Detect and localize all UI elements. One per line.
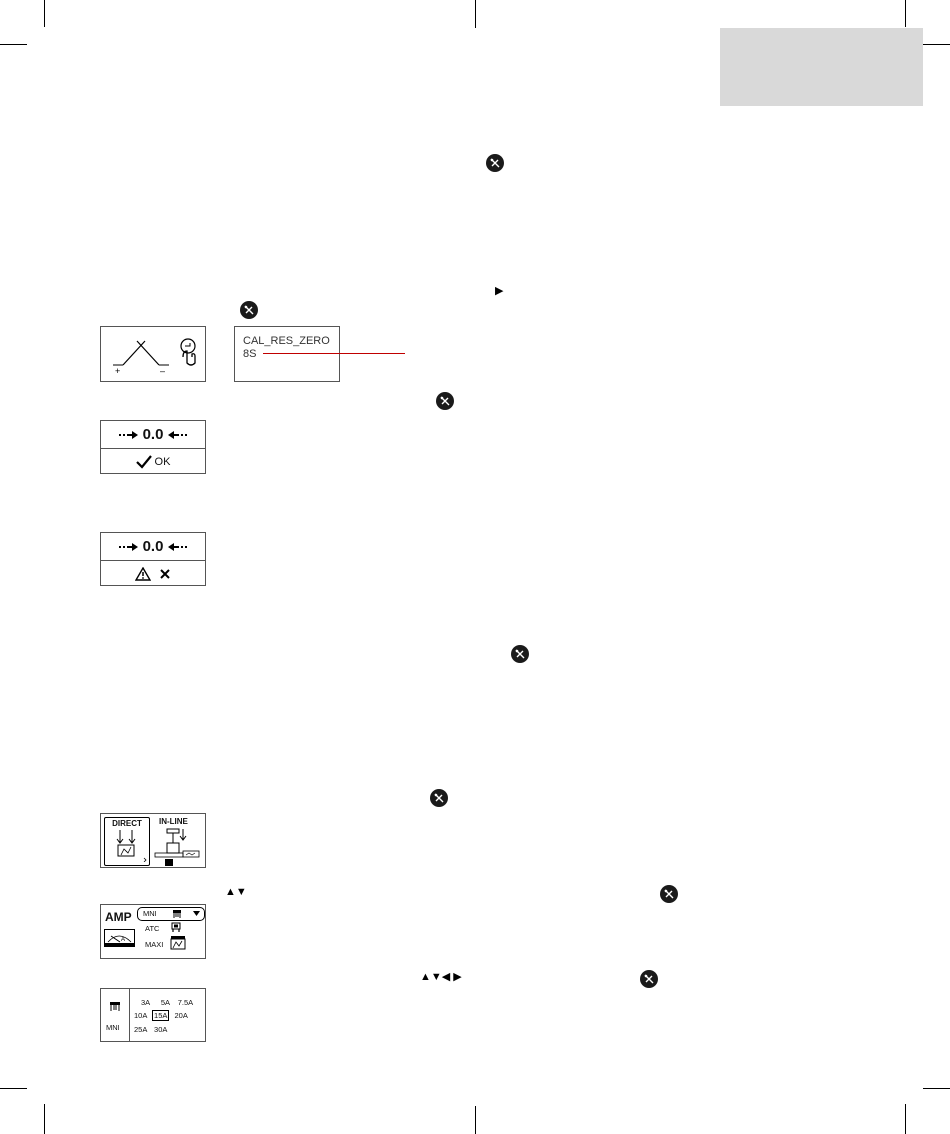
crop-mark bbox=[905, 0, 906, 27]
rating-row bbox=[141, 998, 193, 1007]
amp-title: AMP bbox=[105, 910, 132, 924]
atc-label: ATC bbox=[145, 924, 160, 933]
inline-fuse-icon bbox=[153, 827, 205, 867]
svg-text:A: A bbox=[121, 937, 126, 943]
crop-mark bbox=[44, 1104, 45, 1134]
rating-option[interactable]: 7.5A bbox=[177, 998, 194, 1007]
rating-option[interactable]: 25A bbox=[134, 1025, 147, 1034]
enter-button-icon bbox=[430, 789, 448, 807]
crop-mark bbox=[44, 0, 45, 27]
amp-select-panel bbox=[100, 904, 206, 959]
crop-mark bbox=[923, 1088, 950, 1089]
zero-fail-panel bbox=[100, 532, 206, 586]
ok-label: OK bbox=[154, 456, 171, 468]
rating-option-selected[interactable]: 15A bbox=[154, 1011, 168, 1020]
fuse-rating-panel bbox=[100, 988, 206, 1042]
zero-ok-panel bbox=[100, 420, 206, 474]
zero-reading: 0.0 bbox=[142, 426, 164, 443]
direct-probe-fuse-icon bbox=[105, 828, 149, 862]
center-crop-mark bbox=[475, 1106, 476, 1134]
maxi-label: MAXI bbox=[145, 940, 164, 949]
rating-option[interactable]: 20A bbox=[174, 1011, 188, 1020]
crossed-probes-icon bbox=[101, 327, 205, 381]
maxi-fuse-icon bbox=[170, 935, 186, 951]
chevron-down-icon bbox=[193, 911, 200, 916]
cal-screen-line2: 8S bbox=[243, 348, 257, 360]
enter-button-icon bbox=[660, 885, 678, 903]
enter-button-icon bbox=[486, 154, 504, 172]
warning-icon bbox=[135, 567, 151, 581]
four-way-arrows-icon: ▲▼◀ ▶ bbox=[420, 971, 462, 983]
direct-label: DIRECT bbox=[112, 819, 142, 828]
rating-row bbox=[134, 1011, 188, 1020]
check-icon bbox=[136, 455, 152, 469]
rating-option[interactable]: 3A bbox=[141, 998, 150, 1007]
amp-meter-icon bbox=[104, 929, 135, 947]
mini-label: MNI bbox=[143, 909, 157, 918]
rating-option[interactable]: 5A bbox=[160, 998, 170, 1007]
fuse-type-column bbox=[101, 989, 130, 1041]
crop-mark bbox=[0, 1088, 27, 1089]
arrow-in-right-icon bbox=[167, 542, 187, 552]
crop-mark bbox=[905, 1104, 906, 1134]
enter-button-icon bbox=[240, 301, 258, 319]
arrow-in-left-icon bbox=[119, 542, 139, 552]
center-crop-mark bbox=[475, 0, 476, 28]
cal-screen-line1: CAL_RES_ZERO bbox=[243, 335, 330, 347]
callout-line bbox=[263, 353, 405, 354]
enter-button-icon bbox=[436, 392, 454, 410]
rating-option[interactable]: 10A bbox=[134, 1011, 147, 1020]
fail-x-icon bbox=[159, 568, 171, 580]
mini-fuse-icon bbox=[172, 909, 182, 919]
mode-select-panel bbox=[100, 813, 206, 868]
right-arrow-icon: ▶ bbox=[495, 285, 504, 297]
enter-button-icon bbox=[640, 970, 658, 988]
svg-text:+: + bbox=[115, 366, 121, 376]
section-tab bbox=[720, 28, 923, 106]
direct-option-box bbox=[104, 817, 150, 866]
svg-text:–: – bbox=[160, 366, 166, 376]
fuse-type-label: MNI bbox=[106, 1023, 120, 1032]
rating-row bbox=[134, 1025, 167, 1034]
enter-button-icon bbox=[511, 645, 529, 663]
atc-fuse-icon bbox=[171, 922, 181, 933]
inline-label: IN-LINE bbox=[159, 817, 188, 826]
cal-screen-panel bbox=[234, 326, 340, 382]
rating-option[interactable]: 30A bbox=[154, 1025, 168, 1034]
probe-short-panel bbox=[100, 326, 206, 382]
arrow-in-right-icon bbox=[167, 430, 187, 440]
crop-mark bbox=[923, 44, 950, 45]
mini-option-selected bbox=[137, 907, 205, 921]
zero-reading: 0.0 bbox=[142, 538, 164, 555]
up-down-arrows-icon: ▲▼ bbox=[225, 886, 247, 898]
mini-fuse-icon bbox=[109, 1001, 121, 1012]
crop-mark bbox=[0, 44, 27, 45]
arrow-in-left-icon bbox=[119, 430, 139, 440]
